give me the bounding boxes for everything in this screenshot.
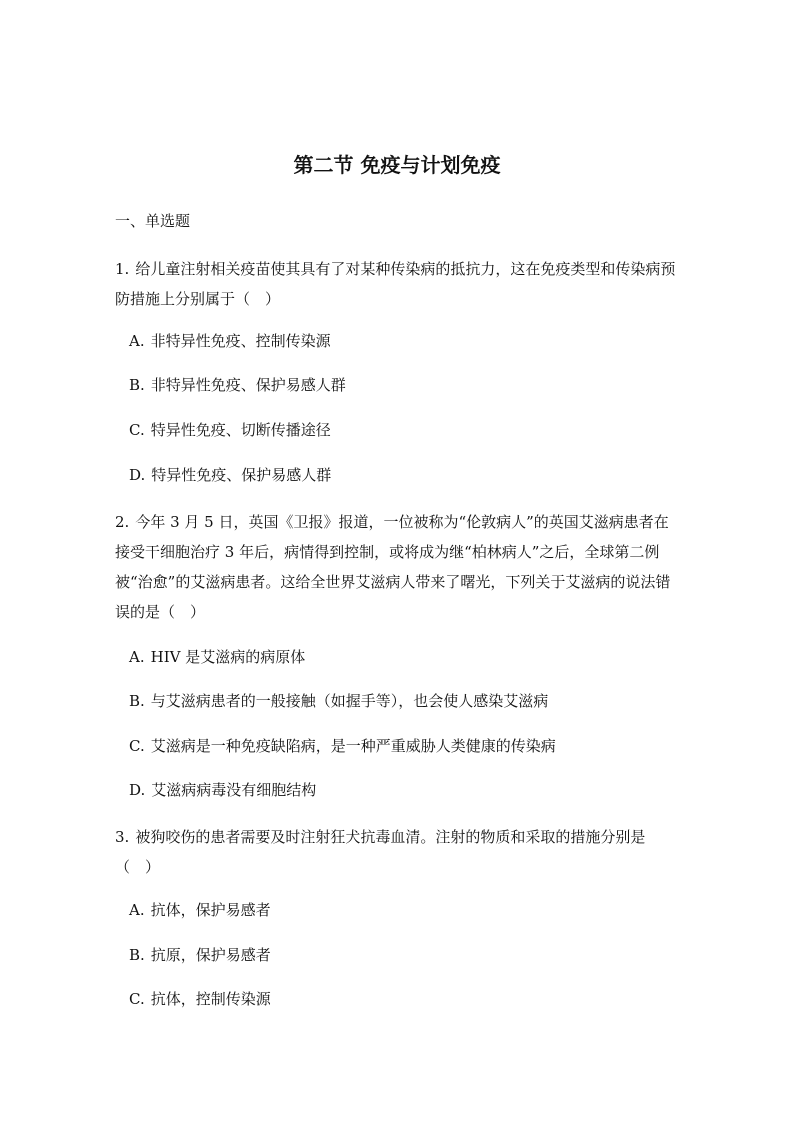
page-title: 第二节 免疫与计划免疫 xyxy=(293,153,501,177)
option-text: 特异性免疫、切断传播途径 xyxy=(150,421,331,439)
question-3-option-a xyxy=(129,899,689,921)
question-2-option-b xyxy=(129,690,689,712)
question-1-option-d xyxy=(129,464,689,486)
option-letter: B. xyxy=(129,692,145,710)
question-text: 被狗咬伤的患者需要及时注射狂犬抗毒血清。注射的物质和采取的措施分别是（ ） xyxy=(115,828,646,876)
option-letter: C. xyxy=(129,421,145,439)
question-3 xyxy=(115,822,680,882)
option-letter: C. xyxy=(129,990,145,1008)
question-text: 今年 3 月 5 日，英国《卫报》报道，一位被称为“伦敦病人”的英国艾滋病患者在接受干细胞治疗 3 年后，病情得到控制，或将成为继“柏林病人”之后，全球第二例被“治愈”的艾滋病患者。这给全世界艾滋病人带来了曙光，下列关于艾滋病的说法错误的是（ ） xyxy=(115,513,671,621)
section-heading: 一、单选题 xyxy=(115,212,191,230)
option-letter: D. xyxy=(129,781,146,799)
option-letter: B. xyxy=(129,376,145,394)
option-text: 抗体，控制传染源 xyxy=(150,990,271,1008)
question-number: 3. xyxy=(115,828,130,846)
question-1-option-b xyxy=(129,374,689,396)
option-letter: A. xyxy=(129,648,145,666)
option-text: 艾滋病病毒没有细胞结构 xyxy=(151,781,317,799)
question-1-option-c xyxy=(129,419,689,441)
option-letter: A. xyxy=(129,332,145,350)
question-1-option-a xyxy=(129,330,689,352)
question-2-option-a xyxy=(129,646,689,668)
option-text: 非特异性免疫、控制传染源 xyxy=(150,332,331,350)
question-2-option-c xyxy=(129,735,689,757)
question-number: 1. xyxy=(115,260,130,278)
question-3-option-c xyxy=(129,988,689,1010)
question-2-option-d xyxy=(129,779,689,801)
question-1 xyxy=(115,254,680,314)
question-text: 给儿童注射相关疫苗使其具有了对某种传染病的抵抗力，这在免疫类型和传染病预防措施上分别属于（ ） xyxy=(115,260,676,308)
option-text: 艾滋病是一种免疫缺陷病，是一种严重威胁人类健康的传染病 xyxy=(150,737,556,755)
option-text: 特异性免疫、保护易感人群 xyxy=(151,466,332,484)
option-text: 抗原，保护易感者 xyxy=(150,946,271,964)
question-2 xyxy=(115,507,680,627)
question-3-option-b xyxy=(129,944,689,966)
option-letter: D. xyxy=(129,466,146,484)
option-text: 抗体，保护易感者 xyxy=(150,901,271,919)
option-text: 非特异性免疫、保护易感人群 xyxy=(150,376,346,394)
question-number: 2. xyxy=(115,513,130,531)
option-letter: C. xyxy=(129,737,145,755)
option-text: 与艾滋病患者的一般接触（如握手等），也会使人感染艾滋病 xyxy=(150,692,549,710)
option-letter: A. xyxy=(129,901,145,919)
option-letter: B. xyxy=(129,946,145,964)
option-text: HIV 是艾滋病的病原体 xyxy=(150,648,306,666)
